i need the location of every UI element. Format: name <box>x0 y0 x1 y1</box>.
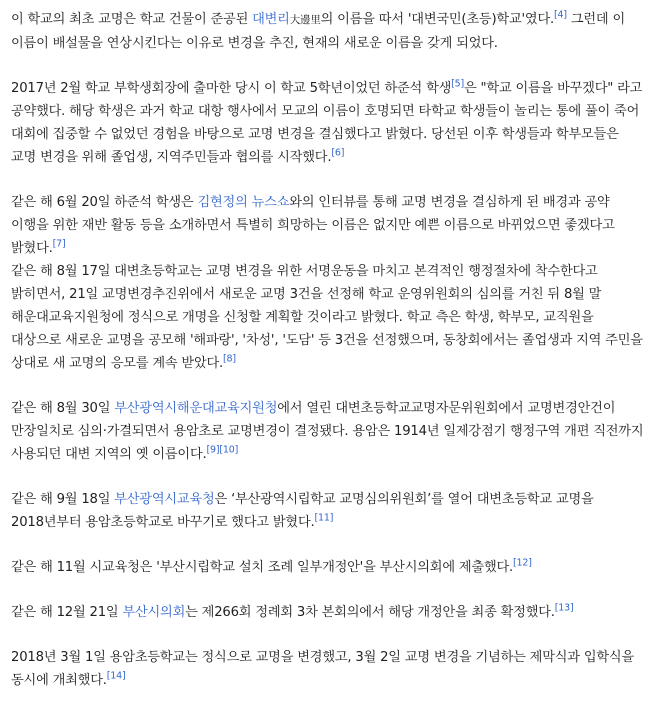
citation-12[interactable]: [12] <box>513 557 532 569</box>
text: 는 제266회 정례회 3차 본회의에서 해당 개정안을 최종 확정했다. <box>185 605 555 620</box>
text: 은 ‘부산광역시립학교 교명심의위원회’를 열어 대변초등학교 교명을 2018년부터 용암초등학교로 바꾸기로 했다고 밝혔다. <box>11 492 594 530</box>
paragraph-2017-pledge <box>11 77 644 169</box>
text: 같은 해 12월 21일 <box>11 605 123 620</box>
text: 2018년 3월 1일 용암초등학교는 정식으로 교명을 변경했고, 3월 2일 교명 변경을 기념하는 제막식과 입학식을 동시에 개최했다. <box>11 650 634 688</box>
paragraph-august-17 <box>11 260 644 375</box>
text: 같은 해 11월 시교육청은 '부산시립학교 설치 조례 일부개정안'을 부산시의회에 제출했다. <box>11 560 514 575</box>
paragraph-august-30 <box>11 397 644 466</box>
citation-13[interactable]: [13] <box>554 602 574 614</box>
text: 와의 인터뷰를 통해 교명 변경을 결심하게 된 배경과 공약 이행을 위한 재반 활동 등을 소개하면서 특별히 희망하는 이름은 없지만 예쁜 이름으로 바뀌었으면 좋겠다고 밝혔다. <box>11 195 615 256</box>
text: 이 학교의 최초 교명은 학교 건물이 준공된 <box>11 12 253 27</box>
citation-11[interactable]: [11] <box>314 512 334 524</box>
text: 그런데 이 이름이 배설물을 연상시킨다는 이유로 변경을 추진, 현재의 새로운 이름을 갖게 되었다. <box>11 12 625 51</box>
paragraph-november <box>11 556 644 579</box>
text: 같은 해 8월 30일 <box>11 401 115 416</box>
link-daebyeon-ri[interactable]: 대변리 <box>252 12 290 27</box>
citation-9[interactable]: [9] <box>206 444 220 456</box>
paragraph-september-18 <box>11 488 644 534</box>
text: 의 이름을 따서 '대변국민(초등)학교'였다. <box>320 12 554 27</box>
citation-8[interactable]: [8] <box>223 353 236 365</box>
citation-10[interactable]: [10] <box>219 444 239 456</box>
text: 같은 해 8월 17일 대변초등학교는 교명 변경을 위한 서명운동을 마치고 본격적인 행정절차에 착수한다고 밝히면서, 21일 교명변경추진위에서 새로운 교명 3건을 선정해 학교 운영위원회의 심의를 거친 뒤 8월 말 해운대교육지원청에 정식으로 개명을 신청할 계획할 것이라고 밝혔다. 학교 측은 학생, 학부모, 교직원을 대상으로 새로운 교명을 공모해 '해파랑', '차성', '도담' 등 3건을 선정했으며, 동창회에서는 졸업생과 지역 주민을 상대로 새 교명의 응모를 계속 받았다. <box>11 264 643 371</box>
link-busan-education-office[interactable]: 부산광역시교육청 <box>114 492 215 507</box>
paragraph-original-name <box>11 8 644 55</box>
text: 2017년 2월 학교 부학생회장에 출마한 당시 이 학교 5학년이었던 하준석 학생 <box>11 81 452 96</box>
link-news-show[interactable]: 김현정의 뉴스쇼 <box>197 195 290 210</box>
citation-4[interactable]: [4] <box>553 9 567 21</box>
citation-5[interactable]: [5] <box>451 78 465 90</box>
citation-7[interactable]: [7] <box>52 238 66 250</box>
text: 은 "학교 이름을 바꾸겠다" 라고 공약했다. 해당 학생은 과거 학교 대항 행사에서 모교의 이름이 호명되면 타학교 학생들이 놀리는 통에 풀이 죽어 대회에 집중할 수 없었던 경험을 바탕으로 교명 변경을 결심했다고 밝혔다. 당선된 이후 학생들과 학부모들은 교명 변경을 위해 졸업생, 지역주민들과 협의를 시작했다. <box>11 81 643 165</box>
link-haeundae-education-office[interactable]: 부산광역시해운대교육지원청 <box>114 401 278 416</box>
text: 같은 해 9월 18일 <box>11 492 115 507</box>
text: 같은 해 6월 20일 하준석 학생은 <box>11 195 198 210</box>
paragraph-december-21 <box>11 601 644 624</box>
paragraph-2018-rename <box>11 646 644 692</box>
text: 에서 열린 대변초등학교교명자문위원회에서 교명변경안건이 만장일치로 심의·가결되면서 용암초로 교명변경이 결정됐다. 용암은 1914년 일제강점기 행정구역 개편 직전까지 사용되던 대변 지역의 옛 이름이다. <box>11 401 644 462</box>
citation-6[interactable]: [6] <box>331 147 345 159</box>
hanja-text: 大邊里 <box>289 14 321 26</box>
citation-14[interactable]: [14] <box>106 670 126 682</box>
paragraph-june-interview <box>11 191 644 260</box>
link-busan-city-council[interactable]: 부산시의회 <box>122 605 186 620</box>
